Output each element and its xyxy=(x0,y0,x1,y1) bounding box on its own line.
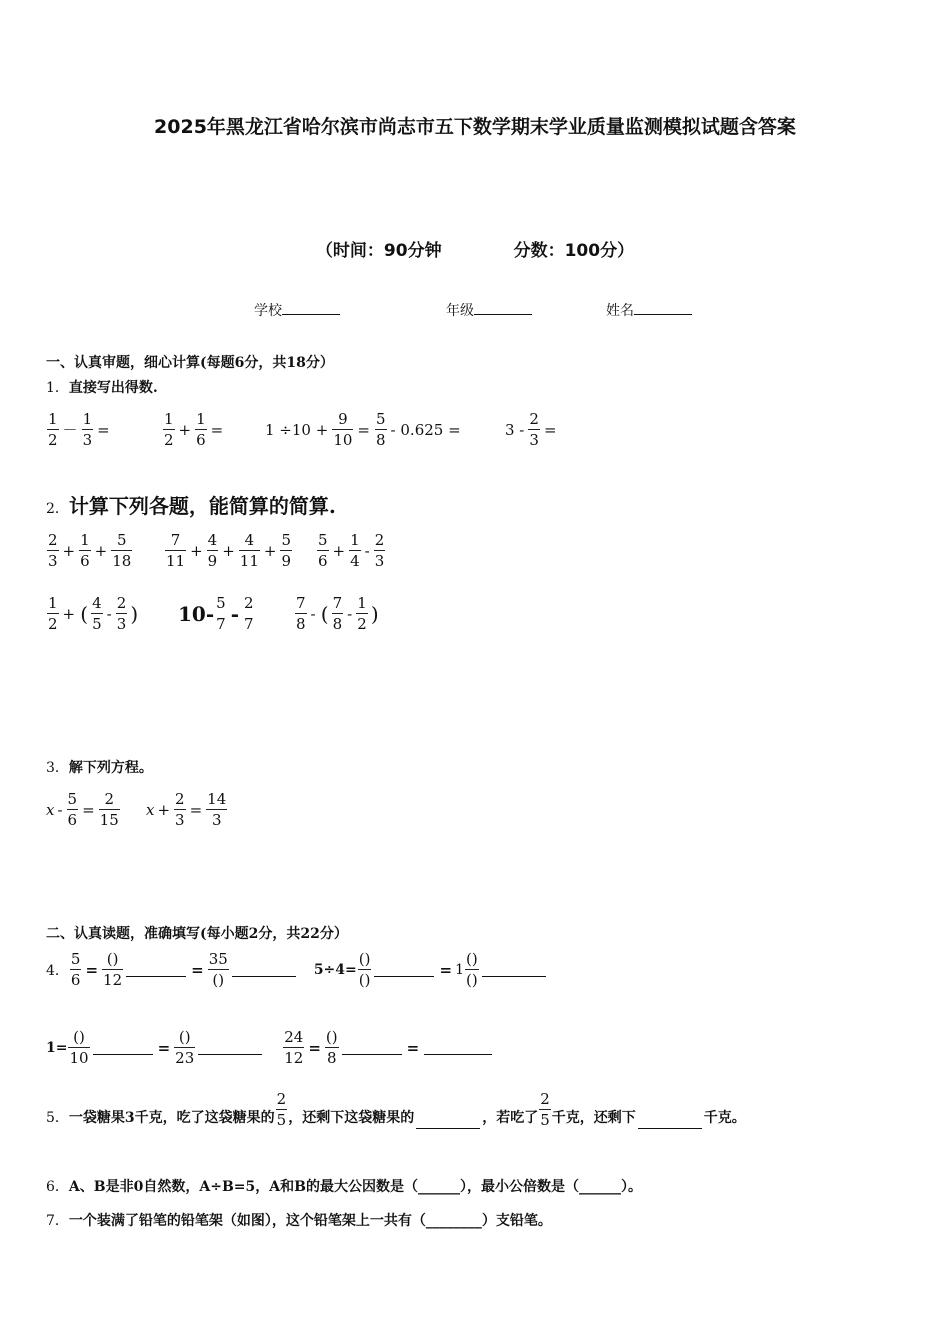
question-4-row-1: 4． $\frac{5}{6}$ = $\frac{()}{12}$ = $\frac{35}{()}$ 5÷4= $\frac{()}{()}$ = 1 $\frac{()}{()}$ xyxy=(46,950,548,989)
q1-expr-2: $\frac{1}{2}$ + $\frac{1}{6}$ = xyxy=(164,410,224,449)
question-1: 1．直接写出得数. xyxy=(46,380,158,396)
q2-expr-5: 10- 5 7 - 2 7 xyxy=(178,594,254,633)
name-field: 姓名 xyxy=(606,300,692,320)
school-field: 学校 xyxy=(254,300,340,320)
question-7: 7．一个装满了铅笔的铅笔架（如图），这个铅笔架上一共有（________）支铅笔。 xyxy=(46,1213,552,1229)
grade-field: 年级 xyxy=(446,300,532,320)
exam-meta xyxy=(0,236,950,261)
q1-expr-3: 1 ÷10 + $\frac{9}{10}$ = xyxy=(265,410,370,449)
section-2-heading: 二、认真读题，准确填写(每小题2分，共22分） xyxy=(46,926,348,942)
q1-expr-4: $\frac{5}{8}$ - 0.625 = xyxy=(376,410,461,449)
q1-expr-5: 3 - $\frac{2}{3}$ = xyxy=(505,410,557,449)
q2-expr-3: $\frac{5}{6}$ + $\frac{1}{4}$ - $\frac{2}{3}$ xyxy=(318,531,385,570)
page-title: 2025年黑龙江省哈尔滨市尚志市五下数学期末学业质量监测模拟试题含答案 xyxy=(154,116,796,138)
question-5: 5． 一袋糖果3千克，吃了这袋糖果的 $\frac{2}{5}$ ，还剩下这袋糖果的 ，若吃了 $\frac{2}{5}$ 千克，还剩下 千克。 xyxy=(46,1090,746,1129)
q2-expr-1: $\frac{2}{3}$ + $\frac{1}{6}$ + $\frac{5}{18}$ xyxy=(48,531,132,570)
question-3: 3．解下列方程。 xyxy=(46,760,153,776)
question-2: 2．计算下列各题，能简算的简算. xyxy=(46,494,336,518)
q3-equation-2: x + $\frac{2}{3}$ = $\frac{14}{3}$ xyxy=(146,790,227,829)
q1-expr-1: $\frac{1}{2}$ － $\frac{1}{3}$ = xyxy=(48,410,110,449)
exam-score: 分数：100分） xyxy=(513,241,635,261)
question-6: 6．A、B是非0自然数，A÷B=5，A和B的最大公因数是（______），最小公倍数是（______）。 xyxy=(46,1179,642,1195)
q2-expr-6: $\frac{7}{8}$ - ( $\frac{7}{8}$ - $\frac{1}{2}$ ) xyxy=(296,594,379,633)
q3-equation-1: x - $\frac{5}{6}$ = $\frac{2}{15}$ xyxy=(46,790,119,829)
section-1-heading: 一、认真审题，细心计算(每题6分，共18分） xyxy=(46,355,334,371)
question-4-row-2: 1= $\frac{()}{10}$ = $\frac{()}{23}$ $\frac{24}{12}$ = $\frac{()}{8}$ = xyxy=(46,1028,494,1067)
exam-time: （时间：90分钟 xyxy=(315,241,442,261)
q2-expr-2: $\frac{7}{11}$ + $\frac{4}{9}$ + $\frac{4}{11}$ + $\frac{5}{9}$ xyxy=(166,531,292,570)
q2-expr-4: $\frac{1}{2}$ + ( $\frac{4}{5}$ - $\frac{2}{3}$ ) xyxy=(48,594,139,633)
